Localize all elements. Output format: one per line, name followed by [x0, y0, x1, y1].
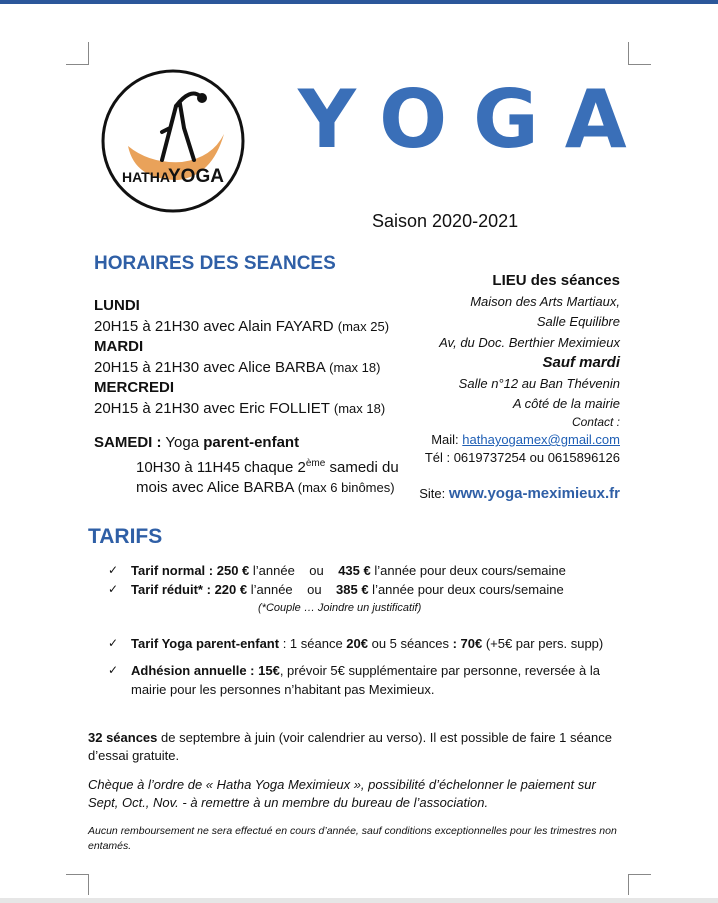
phone-line: Tél : 0619737254 ou 0615896126 — [424, 450, 620, 465]
samedi-line-1: 10H30 à 11H45 chaque 2ème samedi du — [136, 457, 399, 476]
status-bar — [0, 898, 718, 903]
schedule-line: 20H15 à 21H30 avec Eric FOLLIET (max 18) — [94, 399, 386, 417]
hatha-yoga-logo — [100, 68, 246, 214]
day-label: MERCREDI — [94, 379, 175, 396]
checkmark-icon: ✓ — [108, 563, 119, 577]
crop-mark-top-left — [66, 42, 89, 65]
contact-label: Contact : — [571, 415, 620, 429]
contact-block: Contact : Mail: hathayogamex@gmail.com Tél : 0619737254 ou 0615896126 — [424, 415, 620, 465]
list-item: ✓ Adhésion annuelle : 15€, prévoir 5€ supplémentaire par personne, reversée à la mairie pour les personnes n’habitant pas Meximieux. — [108, 663, 600, 697]
sauf-mardi-label: Sauf mardi — [542, 354, 620, 371]
tarif-list — [108, 561, 608, 699]
samedi-block: SAMEDI : Yoga parent-enfant 10H30 à 11H45 chaque 2ème samedi du mois avec Alice BARBA (max 6 binômes) — [94, 433, 414, 499]
lieu-block — [439, 271, 620, 415]
lieu-line: Salle n°12 au Ban Thévenin — [458, 375, 620, 391]
email-link[interactable]: hathayogamex@gmail.com — [462, 432, 620, 447]
schedule-line: 20H15 à 21H30 avec Alain FAYARD (max 25) — [94, 317, 390, 335]
day-label: LUNDI — [94, 297, 140, 314]
lieu-line: Maison des Arts Martiaux, — [470, 293, 620, 309]
document-page — [0, 4, 718, 898]
list-item: ✓ Tarif réduit* : 220 € l’année ou 385 € l’année pour deux cours/semaine — [108, 582, 564, 597]
checkmark-icon: ✓ — [108, 582, 119, 596]
checkmark-icon: ✓ — [108, 663, 119, 677]
crop-mark-top-right — [628, 42, 651, 65]
crop-mark-bottom-right — [628, 874, 651, 895]
lieu-line: A côté de la mairie — [512, 396, 620, 411]
remboursement-note: Aucun remboursement ne sera effectué en cours d’année, sauf conditions exceptionnelles pour les trimestres non entamés. — [88, 825, 617, 852]
page-title: YOGA — [298, 73, 653, 166]
samedi-line-2: mois avec Alice BARBA (max 6 binômes) — [136, 479, 395, 496]
schedule-list — [94, 296, 389, 419]
logo-text-yoga: YOGA — [168, 166, 224, 187]
horaires-heading: HORAIRES DES SEANCES — [94, 253, 336, 274]
list-item: ✓ Tarif normal : 250 € l’année ou 435 € l’année pour deux cours/semaine — [108, 563, 566, 578]
lieu-line: Salle Equilibre — [536, 314, 620, 329]
lieu-heading: LIEU des séances — [492, 272, 620, 289]
tarifs-heading: TARIFS — [88, 525, 163, 548]
list-item: ✓ Tarif Yoga parent-enfant : 1 séance 20€ ou 5 séances : 70€ (+5€ par pers. supp) — [108, 636, 604, 651]
logo-text-hatha: HATHA — [122, 169, 170, 185]
site-line: Site: www.yoga-meximieux.fr — [419, 485, 620, 502]
cheque-paragraph: Chèque à l’ordre de « Hatha Yoga Meximieux », possibilité d’échelonner le paiement sur Sept, Oct., Nov. - à remettre à un membre du bureau de l’association. — [88, 777, 596, 810]
tarif-note: (*Couple … Joindre un justificatif) — [258, 602, 422, 614]
checkmark-icon: ✓ — [108, 636, 119, 650]
schedule-line: 20H15 à 21H30 avec Alice BARBA (max 18) — [94, 358, 381, 376]
day-label: MARDI — [94, 338, 144, 355]
seances-paragraph: 32 séances de septembre à juin (voir calendrier au verso). Il est possible de faire 1 séance d’essai gratuite. — [88, 730, 612, 763]
crop-mark-bottom-left — [66, 874, 89, 895]
lieu-line: Av, du Doc. Berthier Meximieux — [439, 334, 620, 350]
season-label: Saison 2020-2021 — [372, 211, 519, 231]
day-label: SAMEDI : — [94, 434, 162, 451]
website-link[interactable]: www.yoga-meximieux.fr — [448, 485, 620, 502]
